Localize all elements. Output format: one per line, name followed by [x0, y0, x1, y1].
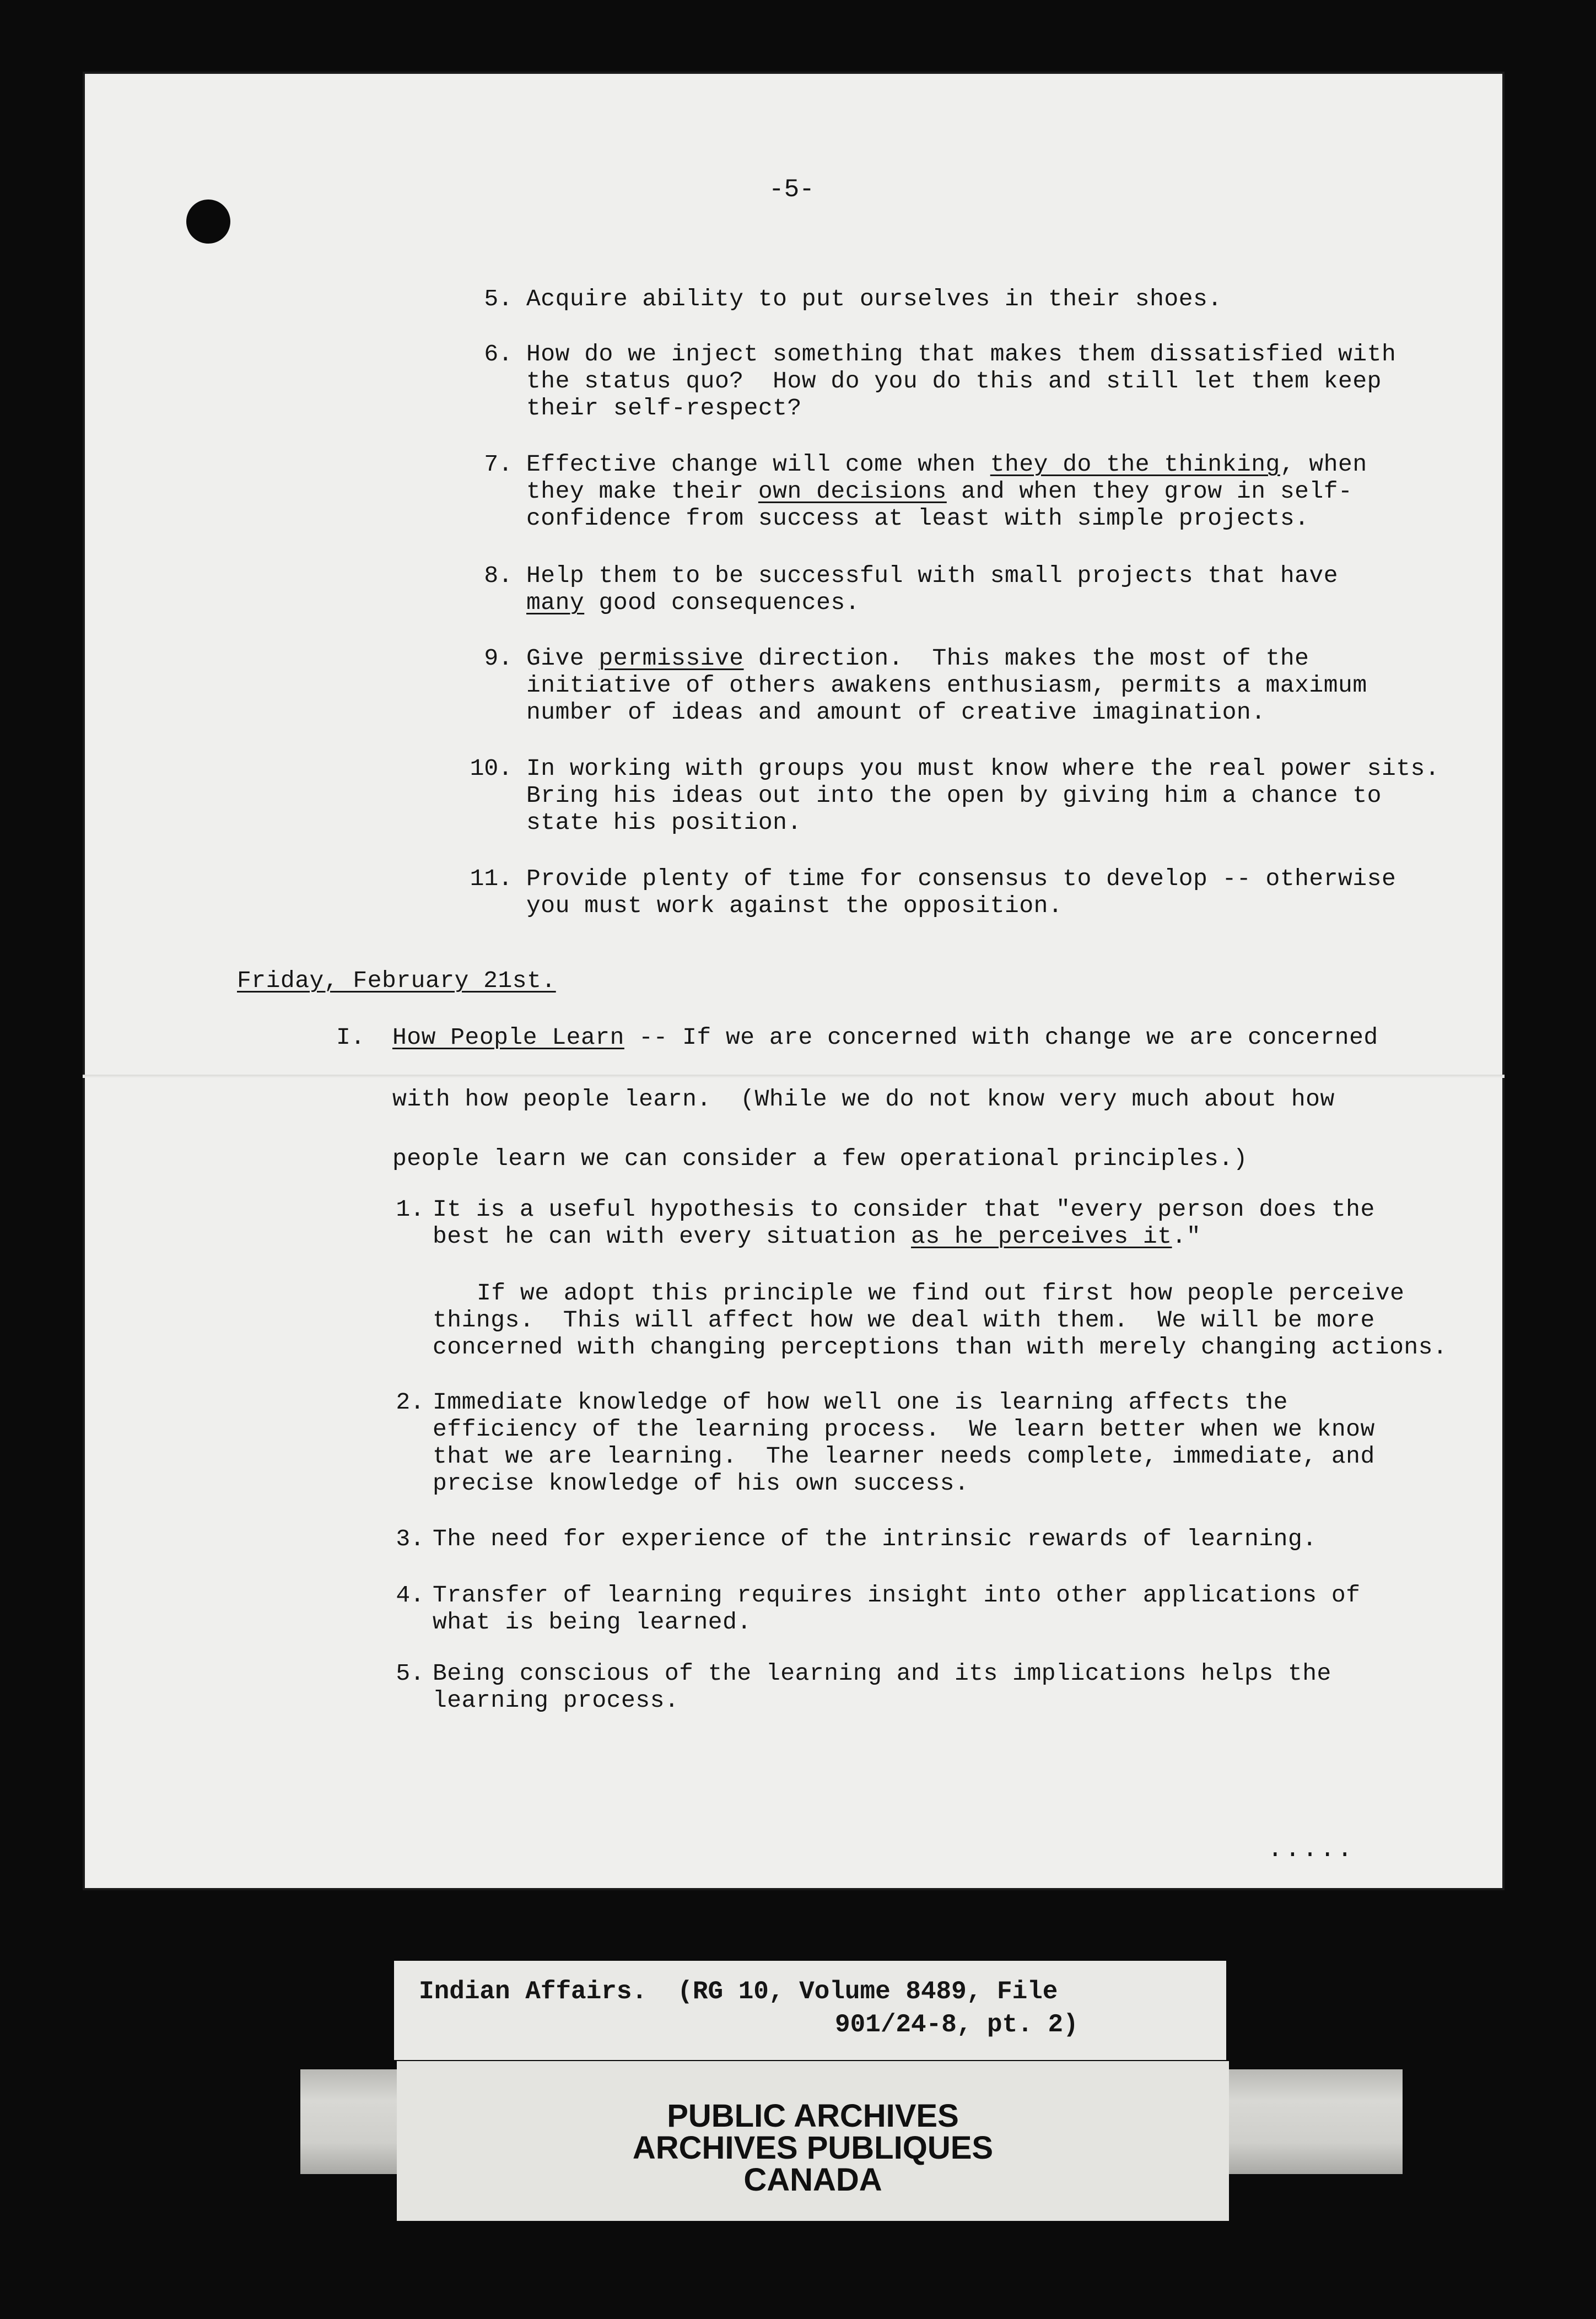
underlined-text: they do the thinking — [990, 451, 1280, 478]
list-item-text: Help them to be successful with small projects that have — [526, 562, 1339, 589]
list-item-text: Transfer of learning requires insight into other applications of — [433, 1582, 1361, 1609]
list-item-text: number of ideas and amount of creative imagination. — [526, 699, 1266, 726]
archive-stamp — [397, 2061, 1229, 2221]
list-item-text: what is being learned. — [433, 1609, 752, 1636]
list-item-number: 9. — [484, 645, 513, 672]
page-number: -5- — [769, 175, 815, 204]
list-item-number: 4. — [396, 1582, 424, 1609]
list-item-text: many good consequences. — [526, 589, 860, 616]
list-item-text: best he can with every situation as he perceives it." — [433, 1223, 1201, 1250]
roman-line: with how people learn. (While we do not know very much about how — [392, 1086, 1335, 1113]
underlined-text: many — [526, 589, 585, 616]
list-item-text: that we are learning. The learner needs complete, immediate, and — [433, 1443, 1375, 1470]
list-item-text: Bring his ideas out into the open by giving him a chance to — [526, 782, 1382, 809]
archive-label-line2: 901/24-8, pt. 2) — [835, 2010, 1079, 2039]
paragraph-line: concerned with changing perceptions than with merely changing actions. — [433, 1334, 1448, 1361]
archive-label — [394, 1961, 1226, 2060]
list-item-number: 10. — [470, 755, 513, 782]
list-item-number: 3. — [396, 1525, 424, 1552]
list-item-text: Being conscious of the learning and its implications helps the — [433, 1660, 1331, 1687]
list-item-text: learning process. — [433, 1687, 680, 1714]
roman-line: How People Learn -- If we are concerned with change we are concerned — [392, 1024, 1378, 1051]
continuation-dots: ..... — [1268, 1835, 1355, 1864]
underlined-text: as he perceives it — [911, 1223, 1172, 1250]
list-item-text: state his position. — [526, 809, 802, 836]
list-item-text: their self-respect? — [526, 395, 802, 422]
list-item-text: confidence from success at least with simple projects. — [526, 505, 1309, 532]
list-item-text: you must work against the opposition. — [526, 892, 1063, 919]
list-item-number: 7. — [484, 451, 513, 478]
underlined-text: permissive — [598, 645, 744, 672]
list-item-number: 5. — [396, 1660, 424, 1687]
list-item-text: How do we inject something that makes them dissatisfied with — [526, 341, 1396, 368]
punch-hole — [186, 199, 230, 244]
list-item-text: efficiency of the learning process. We learn better when we know — [433, 1416, 1375, 1443]
list-item-number: 2. — [396, 1389, 424, 1416]
paragraph-line: things. This will affect how we deal with them. We will be more — [433, 1307, 1375, 1334]
list-item-text: initiative of others awakens enthusiasm, permits a maximum — [526, 672, 1367, 699]
list-item-number: 1. — [396, 1196, 424, 1223]
list-item-text: In working with groups you must know where the real power sits. — [526, 755, 1440, 782]
list-item-text: they make their own decisions and when they grow in self- — [526, 478, 1353, 505]
roman-line: people learn we can consider a few operational principles.) — [392, 1145, 1248, 1172]
stamp-line2: ARCHIVES PUBLIQUES — [632, 2130, 994, 2166]
section-title: How People Learn — [392, 1024, 624, 1051]
underlined-text: own decisions — [758, 478, 947, 505]
stamp-line3: CANADA — [743, 2162, 882, 2198]
list-item-number: 11. — [470, 865, 513, 892]
list-item-text: Give permissive direction. This makes the most of the — [526, 645, 1309, 672]
list-item-text: It is a useful hypothesis to consider that "every person does the — [433, 1196, 1375, 1223]
stamp-line1: PUBLIC ARCHIVES — [667, 2098, 959, 2134]
list-item-number: 8. — [484, 562, 513, 589]
section-date-heading: Friday, February 21st. — [237, 967, 556, 994]
list-item-text: Acquire ability to put ourselves in their shoes. — [526, 285, 1222, 312]
list-item-text: Immediate knowledge of how well one is learning affects the — [433, 1389, 1288, 1416]
list-item-text: Effective change will come when they do the thinking, when — [526, 451, 1367, 478]
list-item-number: 5. — [484, 285, 513, 312]
list-item-text: the status quo? How do you do this and still let them keep — [526, 368, 1382, 395]
list-item-number: 6. — [484, 341, 513, 368]
list-item-text: The need for experience of the intrinsic rewards of learning. — [433, 1525, 1317, 1552]
list-item-text: precise knowledge of his own success. — [433, 1470, 969, 1497]
paragraph-line: If we adopt this principle we find out first how people perceive — [477, 1280, 1405, 1307]
archive-label-line1: Indian Affairs. (RG 10, Volume 8489, File — [419, 1977, 1058, 2006]
roman-number: I. — [336, 1024, 365, 1051]
list-item-text: Provide plenty of time for consensus to develop -- otherwise — [526, 865, 1396, 892]
